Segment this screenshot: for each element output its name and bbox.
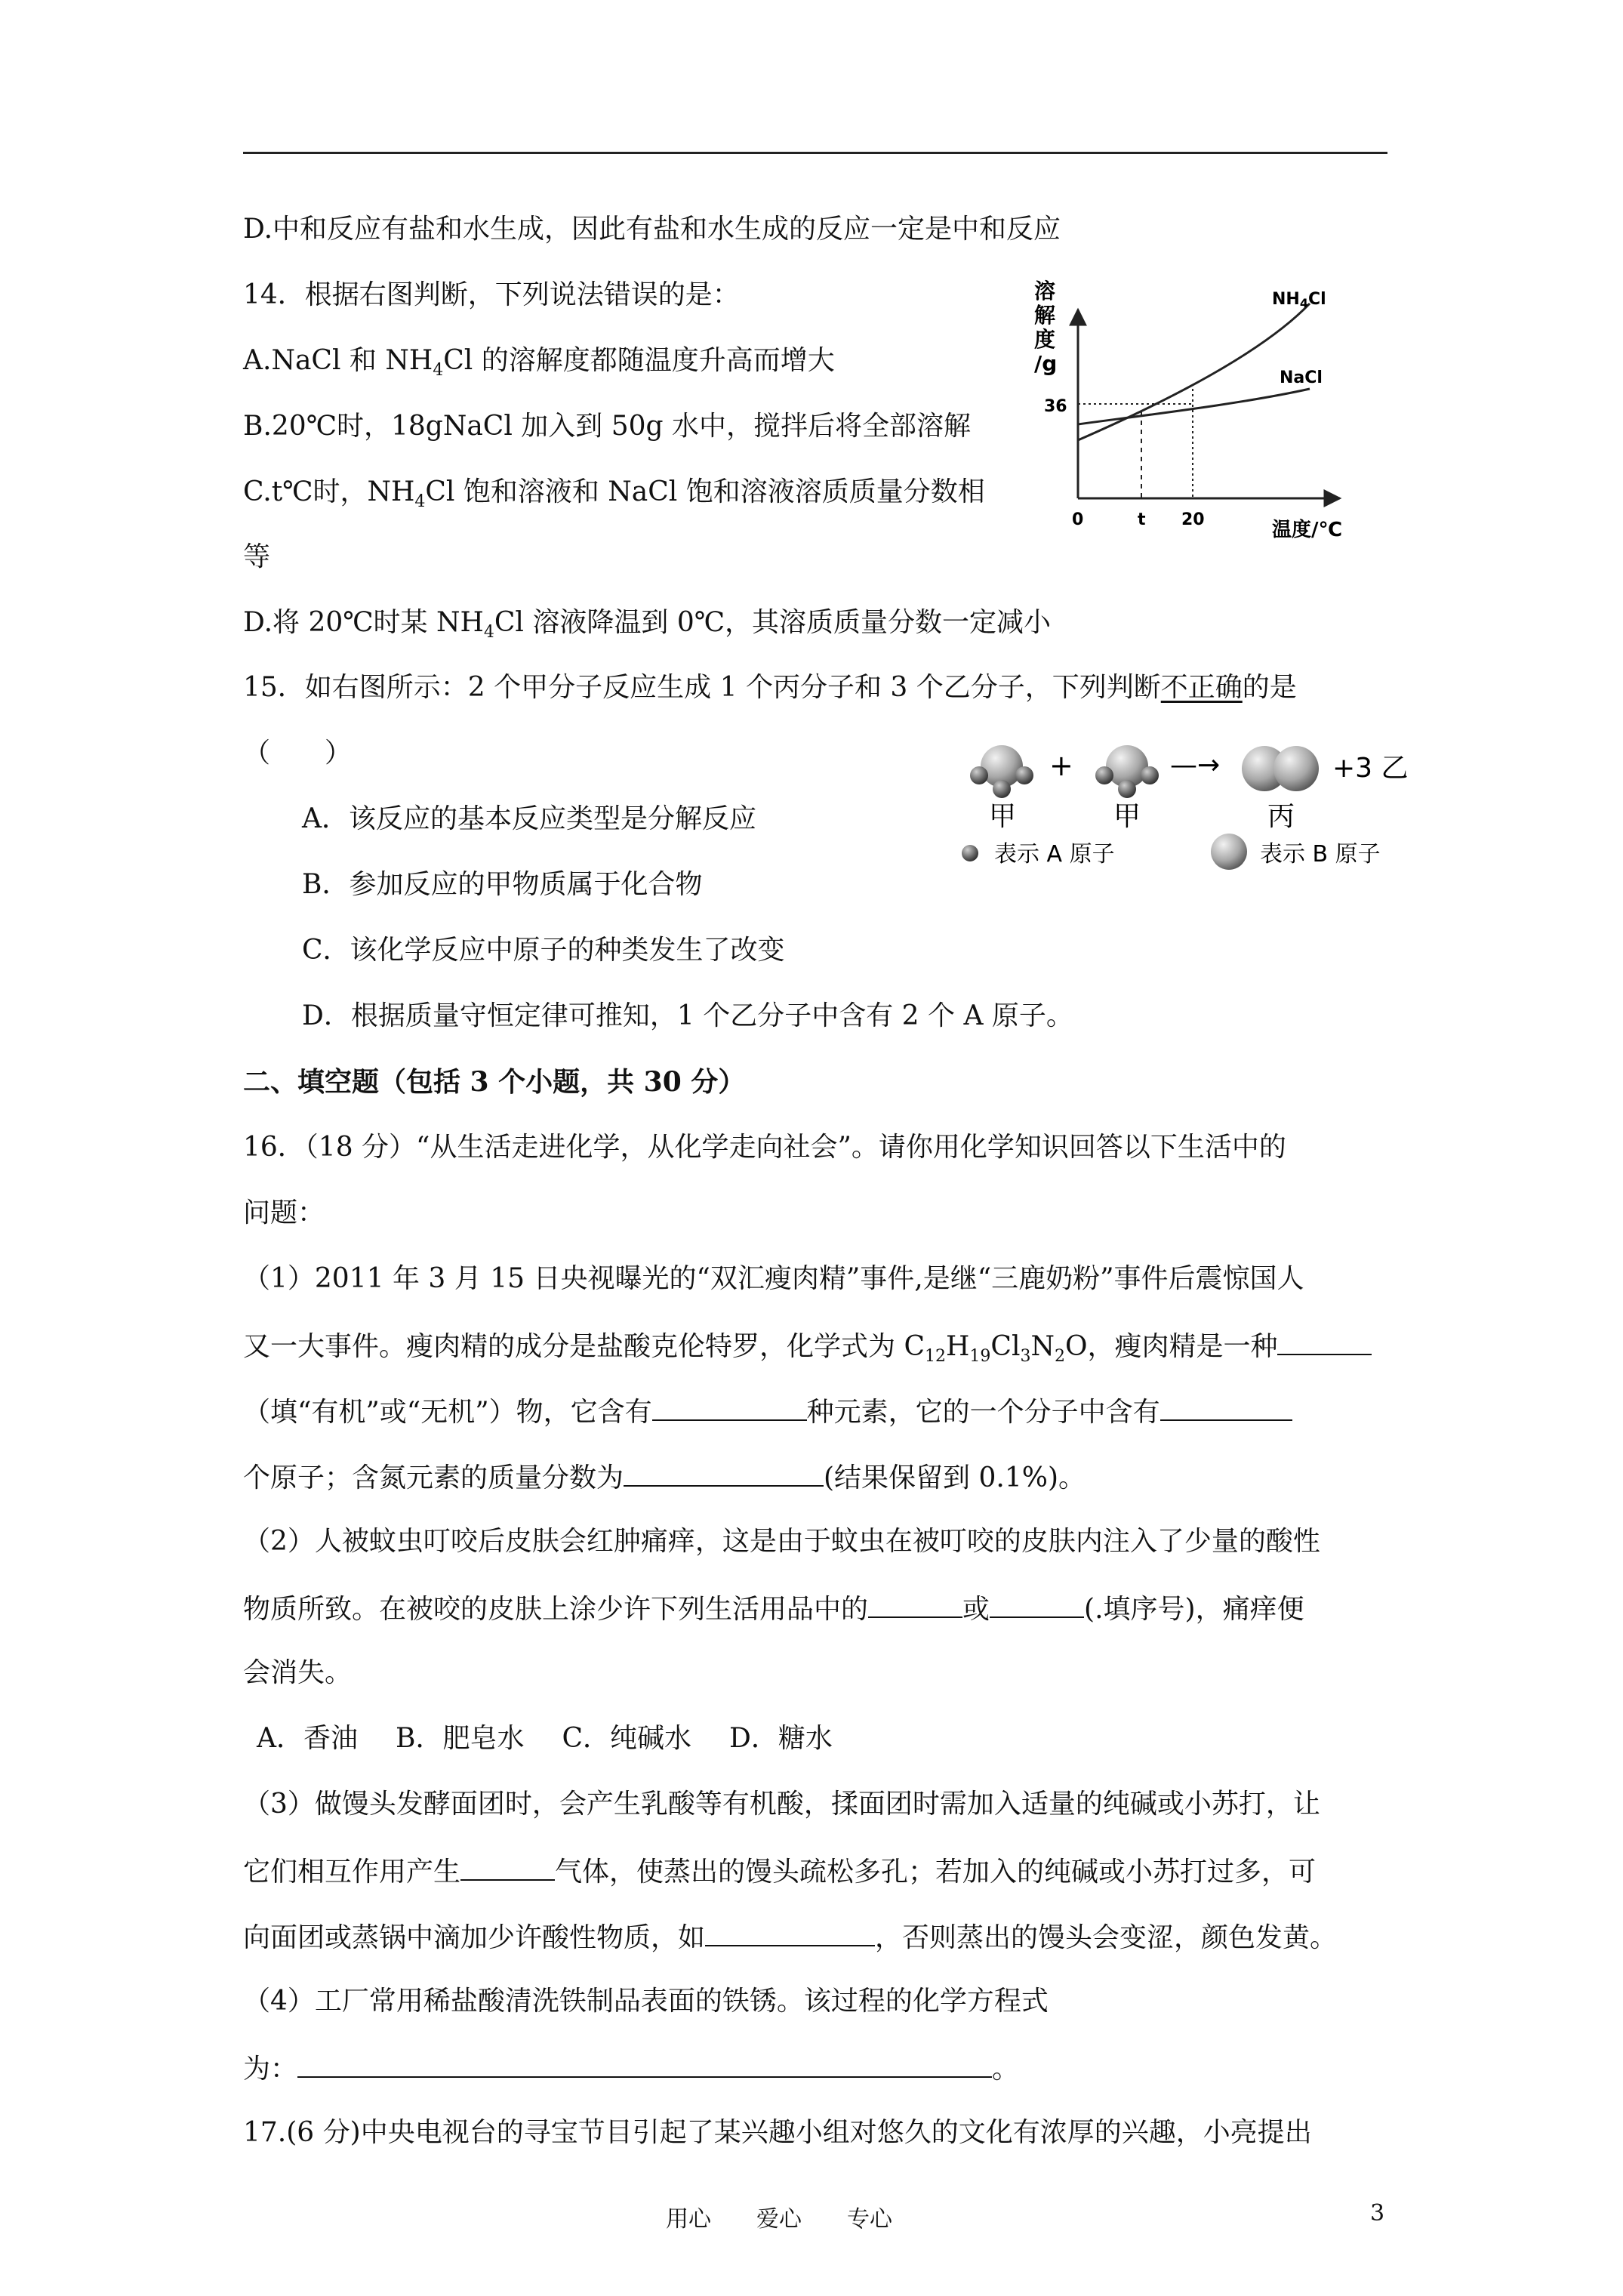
jia-molecule-2 bbox=[1095, 745, 1159, 798]
nh4cl-label: NH4Cl bbox=[1272, 290, 1326, 310]
q15-paren: （ ） bbox=[243, 738, 353, 769]
reaction-arrow: —→ bbox=[1170, 750, 1221, 781]
q16-p3-line2: 它们相互作用产生 气体，使蒸出的馒头疏松多孔；若加入的纯碱或小苏打过多，可 bbox=[243, 1854, 1316, 1889]
q16-p3-line1: （3）做馒头发酵面团时，会产生乳酸等有机酸，揉面团时需加入适量的纯碱或小苏打，让 bbox=[243, 1789, 1320, 1820]
option-c: C．纯碱水 bbox=[562, 1723, 692, 1754]
q15-option-c: C．该化学反应中原子的种类发生了改变 bbox=[302, 935, 785, 966]
q16-line2: 问题： bbox=[243, 1197, 325, 1228]
q16-p1-line1: （1）2011 年 3 月 15 日央视曝光的“双汇瘦肉精”事件,是继“三鹿奶粉”事件后震惊国人 bbox=[243, 1263, 1304, 1294]
option-a: A．香油 bbox=[257, 1723, 358, 1754]
blank-element-count[interactable] bbox=[652, 1394, 807, 1421]
legend-b-atom bbox=[1211, 834, 1247, 870]
chart-ylabel-4: /g bbox=[1034, 351, 1058, 376]
q15-stem: 15．如右图所示：2 个甲分子反应生成 1 个丙分子和 3 个乙分子，下列判断不正确的是 bbox=[243, 672, 1297, 703]
label-jia-1: 甲 bbox=[989, 801, 1017, 832]
chart-xtick-20: 20 bbox=[1181, 510, 1205, 529]
q15-option-a: A．该反应的基本反应类型是分解反应 bbox=[302, 803, 756, 834]
q16-p1-line2: 又一大事件。瘦肉精的成分是盐酸克伦特罗，化学式为 $C_{12}H_{19}Cl_3N_2O$，瘦肉精是一种 bbox=[243, 1328, 1372, 1364]
chart-ytick-36: 36 bbox=[1044, 397, 1067, 416]
bing-molecule bbox=[1242, 746, 1319, 791]
plus-3-yi: +3 乙 bbox=[1332, 753, 1409, 784]
blank-choice-1[interactable] bbox=[868, 1591, 962, 1618]
blank-atom-count[interactable] bbox=[1160, 1394, 1292, 1421]
blank-organic[interactable] bbox=[1277, 1328, 1372, 1355]
option-b: B．肥皂水 bbox=[396, 1723, 525, 1754]
label-jia-2: 甲 bbox=[1113, 801, 1141, 832]
jia-molecule-1 bbox=[970, 745, 1033, 798]
header-rule bbox=[243, 152, 1387, 154]
chart-ylabel-1: 溶 bbox=[1034, 279, 1056, 304]
q16-p4-line2: 为： 。 bbox=[243, 2051, 1019, 2086]
section-2-title: 二、填空题（包括 3 个小题，共 30 分） bbox=[243, 1066, 746, 1098]
blank-equation[interactable] bbox=[297, 2051, 992, 2078]
chart-ylabel-2: 解 bbox=[1034, 303, 1056, 328]
q16-p4-line1: （4）工厂常用稀盐酸清洗铁制品表面的铁锈。该过程的化学方程式 bbox=[243, 1986, 1049, 2017]
solubility-chart bbox=[1030, 268, 1423, 544]
chart-xlabel: 温度/℃ bbox=[1272, 519, 1342, 541]
q16-p3-line3: 向面团或蒸锅中滴加少许酸性物质，如 ，否则蒸出的馒头会变涩，颜色发黄。 bbox=[243, 1919, 1337, 1955]
blank-acid-substance[interactable] bbox=[705, 1919, 875, 1946]
q16-p2-line3: 会消失。 bbox=[243, 1657, 353, 1688]
blank-nitrogen-fraction[interactable] bbox=[624, 1459, 824, 1487]
q13-option-d: D.中和反应有盐和水生成，因此有盐和水生成的反应一定是中和反应 bbox=[243, 214, 1061, 245]
q16-p2-options bbox=[257, 1722, 833, 1755]
footer-motto: 用心 爱心 专心 bbox=[666, 2206, 892, 2233]
option-d: D．糖水 bbox=[729, 1723, 833, 1754]
q16-p1-line4: 个原子；含氮元素的质量分数为 (结果保留到 0.1%)。 bbox=[243, 1459, 1086, 1495]
blank-gas[interactable] bbox=[460, 1854, 555, 1881]
nacl-curve bbox=[1078, 389, 1310, 424]
q14-stem: 14．根据右图判断，下列说法错误的是： bbox=[243, 279, 740, 310]
nacl-label: NaCl bbox=[1280, 368, 1323, 387]
plus-sign-1: + bbox=[1049, 749, 1073, 782]
q16-p1-line3: （填“有机”或“无机”）物，它含有 种元素，它的一个分子中含有 bbox=[243, 1394, 1292, 1429]
q14-option-b: B.20℃时，18gNaCl 加入到 50g 水中，搅拌后将全部溶解 bbox=[243, 411, 972, 442]
q14-option-a: A.NaCl 和 $NH_4Cl$ 的溶解度都随温度升高而增大 bbox=[243, 345, 835, 381]
legend-b-text: 表示 B 原子 bbox=[1260, 841, 1381, 868]
chart-xtick-0: 0 bbox=[1072, 510, 1084, 529]
q14-option-c: C.t℃时，$NH_4Cl$ 饱和溶液和 NaCl 饱和溶液溶质质量分数相 bbox=[243, 476, 985, 512]
q14-option-d: D.将 20℃时某 $NH_4Cl$ 溶液降温到 0℃，其溶质质量分数一定减小 bbox=[243, 607, 1052, 643]
legend-a-atom bbox=[962, 845, 978, 861]
chart-ylabel-3: 度 bbox=[1034, 327, 1056, 352]
legend-a-text: 表示 A 原子 bbox=[994, 841, 1115, 868]
q17-line1: 17.(6 分)中央电视台的寻宝节目引起了某兴趣小组对悠久的文化有浓厚的兴趣，小亮提出 bbox=[243, 2117, 1312, 2148]
q16-line1: 16．（18 分）“从生活走进化学，从化学走向社会”。请你用化学知识回答以下生活中的 bbox=[243, 1132, 1286, 1163]
chart-xtick-t: t bbox=[1138, 510, 1146, 529]
molecule-reaction-figure bbox=[947, 729, 1415, 880]
q15-option-d: D．根据质量守恒定律可推知，1 个乙分子中含有 2 个 A 原子。 bbox=[302, 1000, 1073, 1031]
label-bing: 丙 bbox=[1267, 801, 1295, 832]
blank-choice-2[interactable] bbox=[990, 1591, 1084, 1618]
q14-option-c-cont: 等 bbox=[243, 541, 271, 572]
page-number: 3 bbox=[1370, 2200, 1385, 2227]
q16-p2-line1: （2）人被蚊虫叮咬后皮肤会红肿痛痒，这是由于蚊虫在被叮咬的皮肤内注入了少量的酸性 bbox=[243, 1526, 1320, 1557]
q16-p2-line2: 物质所致。在被咬的皮肤上涂少许下列生活用品中的 或 (.填序号)，痛痒便 bbox=[243, 1591, 1304, 1626]
q15-option-b: B．参加反应的甲物质属于化合物 bbox=[302, 869, 703, 900]
